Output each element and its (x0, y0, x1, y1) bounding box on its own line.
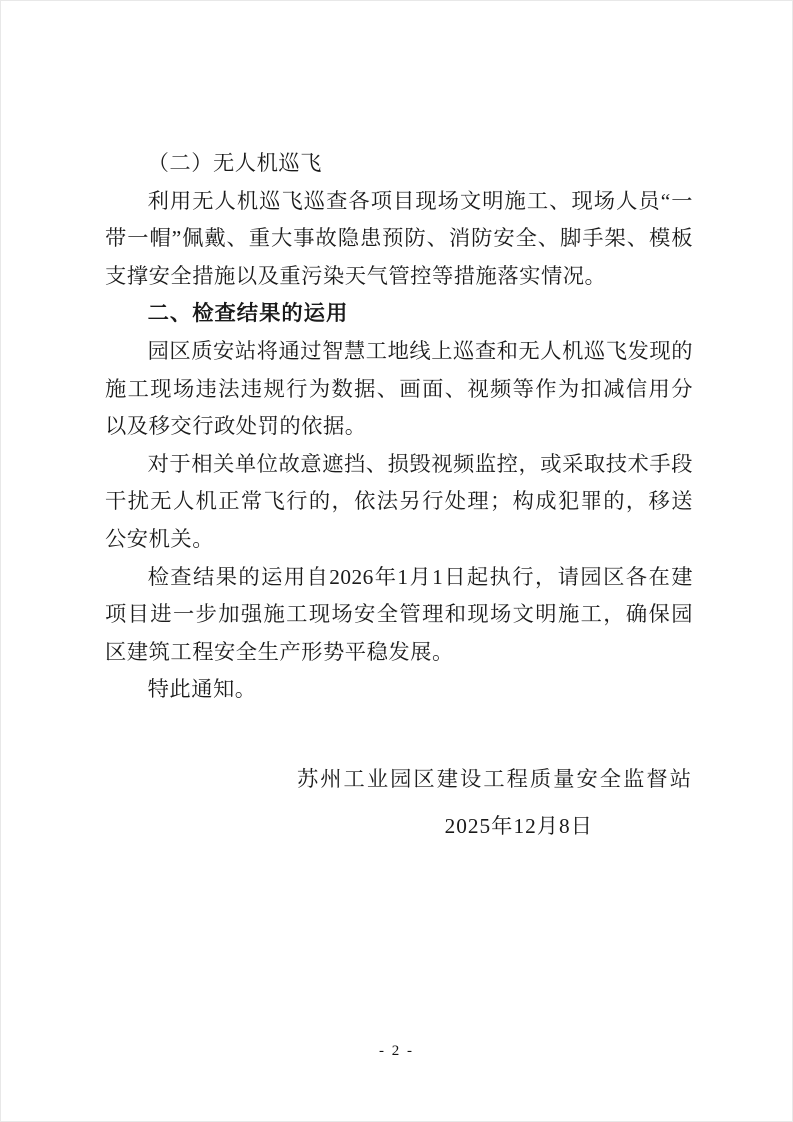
subsection-heading-drone-patrol: （二）无人机巡飞 (147, 151, 322, 175)
issuer-signature: 苏州工业园区建设工程质量安全监督站 (296, 766, 693, 791)
page-number: - 2 - (379, 1043, 414, 1059)
paragraph-drone-patrol-scope: 利用无人机巡飞巡查各项目现场文明施工、现场人员“一带一帽”佩戴、重大事故隐患预防、消防安全、脚手架、模板支撑安全措施以及重污染天气管控等措施落实情况。 (105, 188, 693, 288)
issue-date: 2025年12月8日 (444, 813, 593, 838)
paragraph-closing-notice: 特此通知。 (147, 677, 257, 702)
paragraph-result-usage: 园区质安站将通过智慧工地线上巡查和无人机巡飞发现的施工现场违法违规行为数据、画面、视频等作为扣减信用分以及移交行政处罚的依据。 (105, 338, 693, 439)
document-body (105, 145, 693, 845)
paragraph-violation-handling: 对于相关单位故意遮挡、损毁视频监控，或采取技术手段干扰无人机正常飞行的，依法另行处理；构成犯罪的，移送公安机关。 (105, 451, 693, 551)
paragraph-effective-date: 检查结果的运用自2026年1月1日起执行，请园区各在建项目进一步加强施工现场安全管理和现场文明施工，确保园区建筑工程安全生产形势平稳发展。 (105, 564, 693, 664)
section-heading-result-usage: 二、检查结果的运用 (147, 301, 349, 326)
